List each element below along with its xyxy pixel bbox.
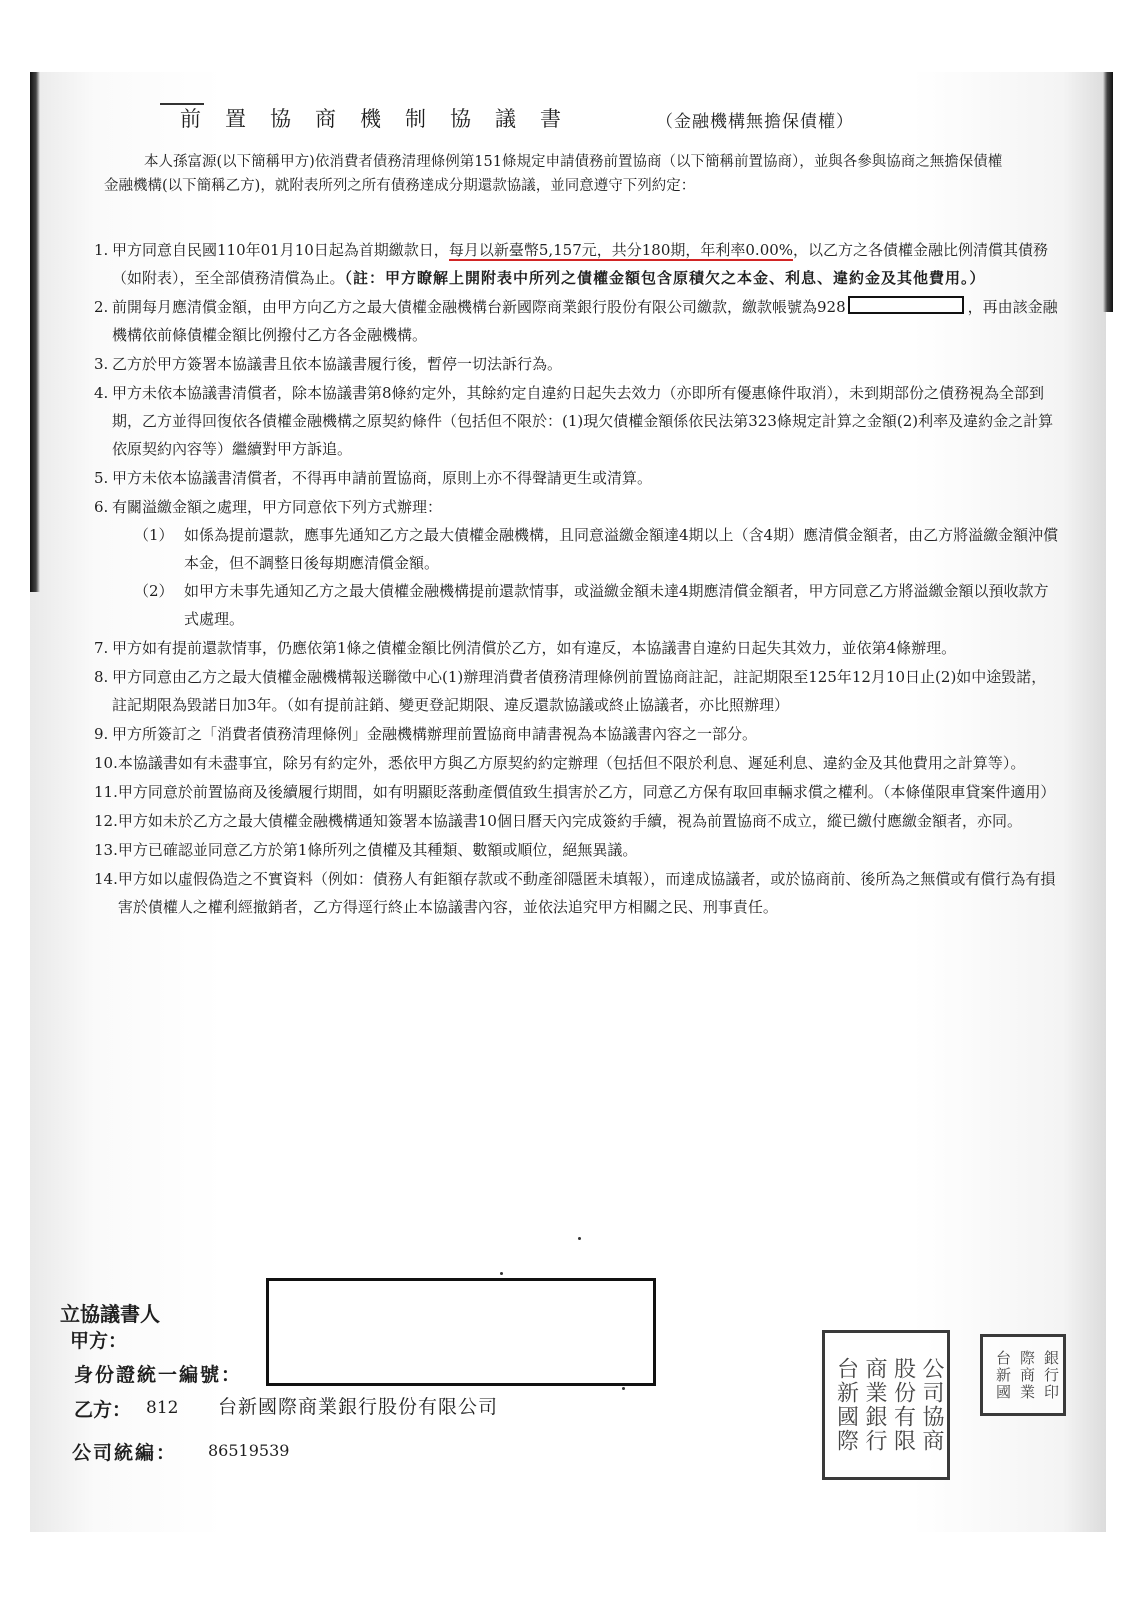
- seal-column: 台新國: [994, 1349, 1012, 1401]
- clause-9: [94, 720, 1060, 748]
- tax-id-label: 公司統編：: [72, 1442, 178, 1464]
- subclause-number: （2）: [134, 582, 174, 600]
- clause-text: 甲方同意由乙方之最大債權金融機構報送聯徵中心(1)辦理消費者債務清理條例前置協商註記，註記期限至125年12月10日止(2)如中途毀諾，註記期限為毀諾日加3年。（如有提前註銷、變更登記期限、違反還款協議或終止協議者，亦比照辦理）: [112, 668, 1047, 714]
- redacted-signature-box: [266, 1278, 656, 1386]
- clause-number: 3.: [94, 355, 109, 373]
- clause-number: 1.: [94, 241, 109, 259]
- tax-id-value: 86519539: [208, 1441, 290, 1460]
- clause-10: [94, 749, 1060, 777]
- company-seal-stamp: [822, 1330, 950, 1480]
- scan-shadow-left: [30, 72, 40, 592]
- seal-column: 商業銀行: [862, 1357, 887, 1453]
- clause-list: [94, 236, 1060, 922]
- subclause-text: 如係為提前還款，應事先通知乙方之最大債權金融機構，且同意溢繳金額達4期以上（含4期）應清償金額者，由乙方將溢繳金額沖償本金，但不調整日後每期應清償金額。: [184, 526, 1059, 572]
- clause-number: 9.: [94, 725, 109, 743]
- clause-number: 13.: [94, 841, 118, 859]
- subclause-number: （1）: [134, 526, 174, 544]
- scan-speck: [500, 1272, 503, 1275]
- seal-column: 公司協商: [919, 1357, 944, 1453]
- clause-text: 甲方已確認並同意乙方於第1條所列之債權及其種類、數額或順位，絕無異議。: [117, 841, 638, 859]
- clause-2-part-a: 前開每月應清償金額，由甲方向乙方之最大債權金融機構台新國際商業銀行股份有限公司繳款，繳款帳號為928: [112, 298, 846, 316]
- clause-number: 2.: [94, 298, 109, 316]
- clause-text: 本協議書如有未盡事宜，除另有約定外，悉依甲方與乙方原契約約定辦理（包括但不限於利息、遲延利息、違約金及其他費用之計算等）。: [117, 754, 1026, 772]
- clause-13: [94, 836, 1060, 864]
- clause-6-subitems: [134, 521, 1060, 633]
- clause-1: [94, 236, 1060, 292]
- clause-text: 乙方於甲方簽署本協議書且依本協議書履行後，暫停一切法訴行為。: [112, 355, 563, 373]
- clause-number: 6.: [94, 498, 109, 516]
- clause-text: 甲方未依本協議書清償者，不得再申請前置協商，原則上亦不得聲請更生或清算。: [112, 469, 653, 487]
- clause-text: 甲方所簽訂之「消費者債務清理條例」金融機構辦理前置協商申請書視為本協議書內容之一部分。: [112, 725, 758, 743]
- clause-7: [94, 634, 1060, 662]
- clause-6: [94, 493, 1060, 633]
- scan-shadow-right: [1103, 72, 1113, 312]
- scan-speck: [622, 1387, 625, 1390]
- clause-text: [112, 293, 1060, 349]
- clause-2: [94, 293, 1060, 349]
- clause-5: [94, 464, 1060, 492]
- seal-column: 台新國際: [833, 1357, 859, 1453]
- intro-paragraph: 本人孫富源(以下簡稱甲方)依消費者債務清理條例第151條規定申請債務前置協商（以下簡稱前置協商），並與各參與協商之無擔保債權金融機構(以下簡稱乙方)，就附表所列之所有債務達成分期還款協議，並同意遵守下列約定：: [104, 154, 1003, 194]
- clause-number: 5.: [94, 469, 109, 487]
- clause-1-highlighted-terms: 每月以新臺幣5,157元，共分180期，年利率0.00%: [448, 241, 794, 259]
- clause-3: [94, 350, 1060, 378]
- clause-14: [94, 865, 1060, 921]
- clause-number: 4.: [94, 384, 109, 402]
- clause-text: [112, 236, 1060, 292]
- clause-text: 甲方如以虛假偽造之不實資料（例如：債務人有鉅額存款或不動產卻隱匿未填報），而達成協議者，或於協商前、後所為之無償或有償行為有損害於債權人之權利經撤銷者，乙方得逕行終止本協議書內容，並依法追究甲方相關之民、刑事責任。: [117, 870, 1056, 916]
- clause-1-part-c: ，以乙方之各債權金融比例清償其債務（如附表），至全部債務清償為止。: [112, 241, 1049, 287]
- subclause-1: [134, 521, 1060, 577]
- scan-speck: [578, 1237, 581, 1240]
- document-title: 前置協商機制協議書: [180, 107, 585, 131]
- seal-column: 銀行印: [1042, 1349, 1060, 1401]
- party-b-code: 812: [146, 1398, 179, 1418]
- subclause-2: [134, 577, 1060, 633]
- clause-number: 14.: [94, 870, 118, 888]
- clause-number: 10.: [94, 754, 118, 772]
- clause-1-part-a: 甲方同意自民國110年01月10日起為首期繳款日，: [112, 241, 449, 259]
- party-a-label: 甲方：: [70, 1330, 128, 1352]
- clause-text: 甲方同意於前置協商及後續履行期間，如有明顯貶落動產價值致生損害於乙方，同意乙方保有取回車輛求償之權利。（本條僅限車貸案件適用）: [117, 783, 1056, 801]
- clause-11: [94, 778, 1060, 806]
- party-b-name: 台新國際商業銀行股份有限公司: [218, 1396, 499, 1418]
- clause-number: 8.: [94, 668, 109, 686]
- clause-12: [94, 807, 1060, 835]
- clause-number: 12.: [94, 812, 118, 830]
- clause-number: 11.: [94, 783, 118, 801]
- clause-number: 7.: [94, 639, 109, 657]
- signatories-heading: 立協議書人: [60, 1302, 160, 1326]
- representative-seal-stamp: [980, 1334, 1066, 1416]
- id-number-label: 身份證統一編號：: [74, 1364, 243, 1386]
- clause-text: [112, 493, 1060, 633]
- seal-column: 股份有限: [890, 1357, 916, 1453]
- clause-1-note: （註：甲方瞭解上開附表中所列之債權金額包含原積欠之本金、利息、違約金及其他費用。）: [344, 269, 986, 287]
- clause-text: 甲方未依本協議書清償者，除本協議書第8條約定外，其餘約定自違約日起失去效力（亦即所有優惠條件取消），未到期部份之債務視為全部到期，乙方並得回復依各債權金融機構之原契約條件（包括但不限於：(1)現欠債權金額係依民法第323條規定計算之金額(2)利率及違約金之計算依原契約內容等）繼續對甲方訴追。: [112, 384, 1054, 458]
- clause-6-lead: 有關溢繳金額之處理，甲方同意依下列方式辦理：: [112, 498, 443, 516]
- clause-text: 甲方如未於乙方之最大債權金融機構通知簽署本協議書10個日曆天內完成簽約手續，視為前置協商不成立，縱已繳付應繳金額者，亦同。: [117, 812, 1022, 830]
- clause-4: [94, 379, 1060, 463]
- clause-text: 甲方如有提前還款情事，仍應依第1條之債權金額比例清償於乙方，如有違反，本協議書自違約日起失其效力，並依第4條辦理。: [112, 639, 957, 657]
- document-title-suffix: （金融機構無擔保債權）: [656, 112, 854, 132]
- seal-column: 際商業: [1018, 1349, 1036, 1401]
- subclause-text: 如甲方未事先通知乙方之最大債權金融機構提前還款情事，或溢繳金額未達4期應清償金額者，甲方同意乙方將溢繳金額以預收款方式處理。: [184, 582, 1049, 628]
- clause-2-part-b: ，再由該金融機構依前條債權金額比例撥付乙方各金融機構。: [112, 298, 1058, 344]
- redaction-box: [848, 296, 964, 314]
- clause-8: [94, 663, 1060, 719]
- party-b-label: 乙方：: [74, 1399, 132, 1421]
